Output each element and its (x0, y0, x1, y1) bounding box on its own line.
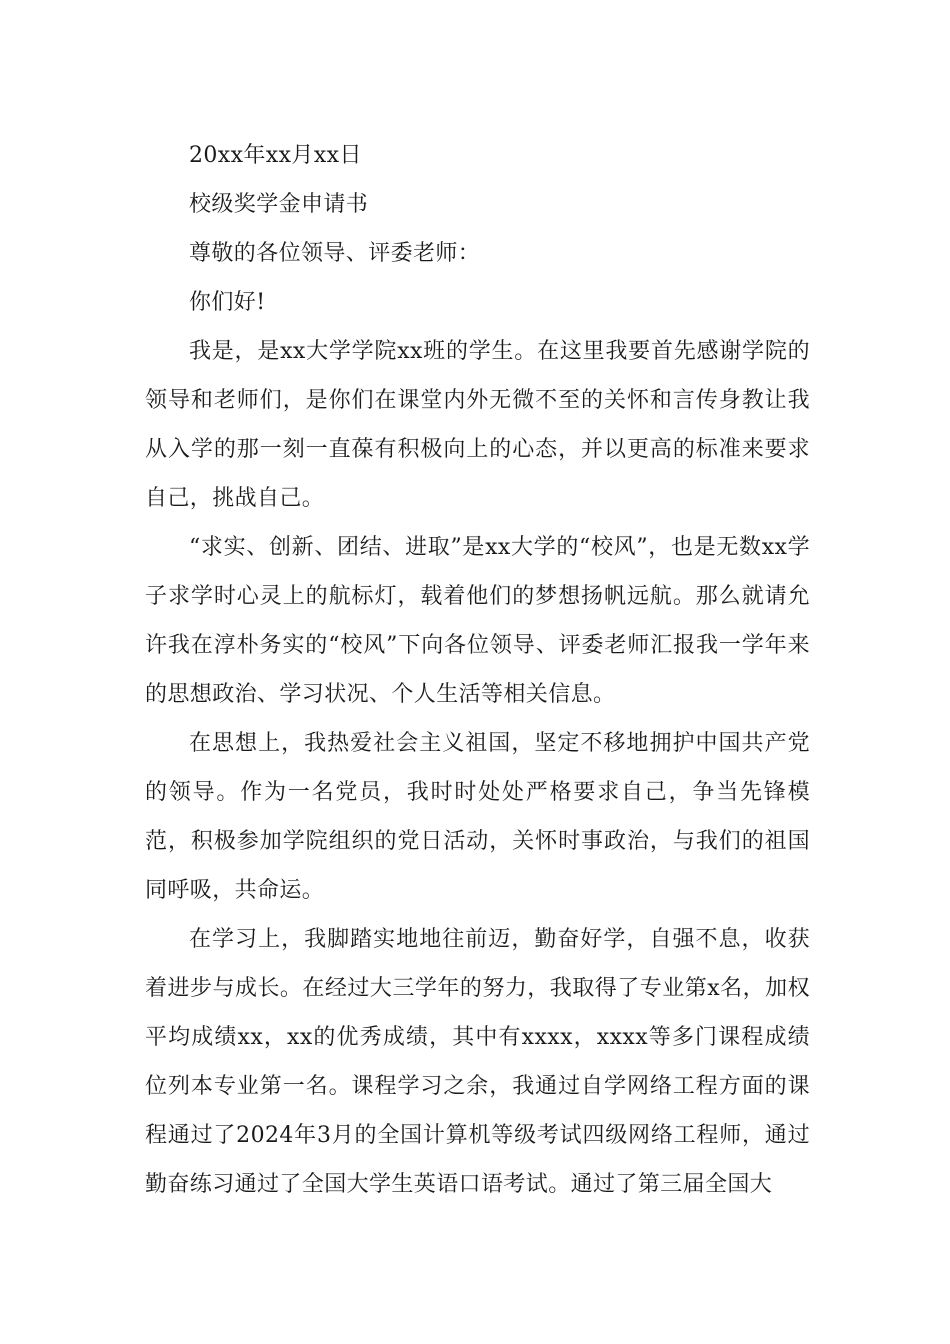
paragraph-introduction: 我是，是xx大学学院xx班的学生。在这里我要首先感谢学院的领导和老师们，是你们在课堂内外无微不至的关怀和言传身教让我从入学的那一刻一直葆有积极向上的心态，并以更高的标准来要求自己，挑战自己。 (145, 339, 810, 511)
paragraph-school-motto: “求实、创新、团结、进取”是xx大学的“校风”，也是无数xx学子求学时心灵上的航标灯，载着他们的梦想扬帆远航。那么就请允许我在淳朴务实的“校风”下向各位领导、评委老师汇报我一学年来的思想政治、学习状况、个人生活等相关信息。 (145, 535, 810, 707)
document-title: 校级奖学金申请书 (189, 192, 369, 217)
paragraph-study: 在学习上，我脚踏实地地往前迈，勤奋好学，自强不息，收获着进步与成长。在经过大三学年的努力，我取得了专业第x名，加权平均成绩xx，xx的优秀成绩，其中有xxxx，xxxx等多门课程成绩位列本专业第一名。课程学习之余，我通过自学网络工程方面的课程通过了2024年3月的全国计算机等级考试四级网络工程师，通过勤奋练习通过了全国大学生英语口语考试。通过了第三届全国大 (145, 927, 810, 1197)
paragraph-ideology: 在思想上，我热爱社会主义祖国，坚定不移地拥护中国共产党的领导。作为一名党员，我时时处处严格要求自己，争当先锋模范，积极参加学院组织的党日活动，关怀时事政治，与我们的祖国同呼吸，共命运。 (145, 731, 810, 903)
document-date: 20xx年xx月xx日 (189, 143, 362, 168)
greeting: 你们好! (189, 290, 266, 315)
document-body (145, 131, 810, 1209)
salutation: 尊敬的各位领导、评委老师： (189, 241, 481, 266)
